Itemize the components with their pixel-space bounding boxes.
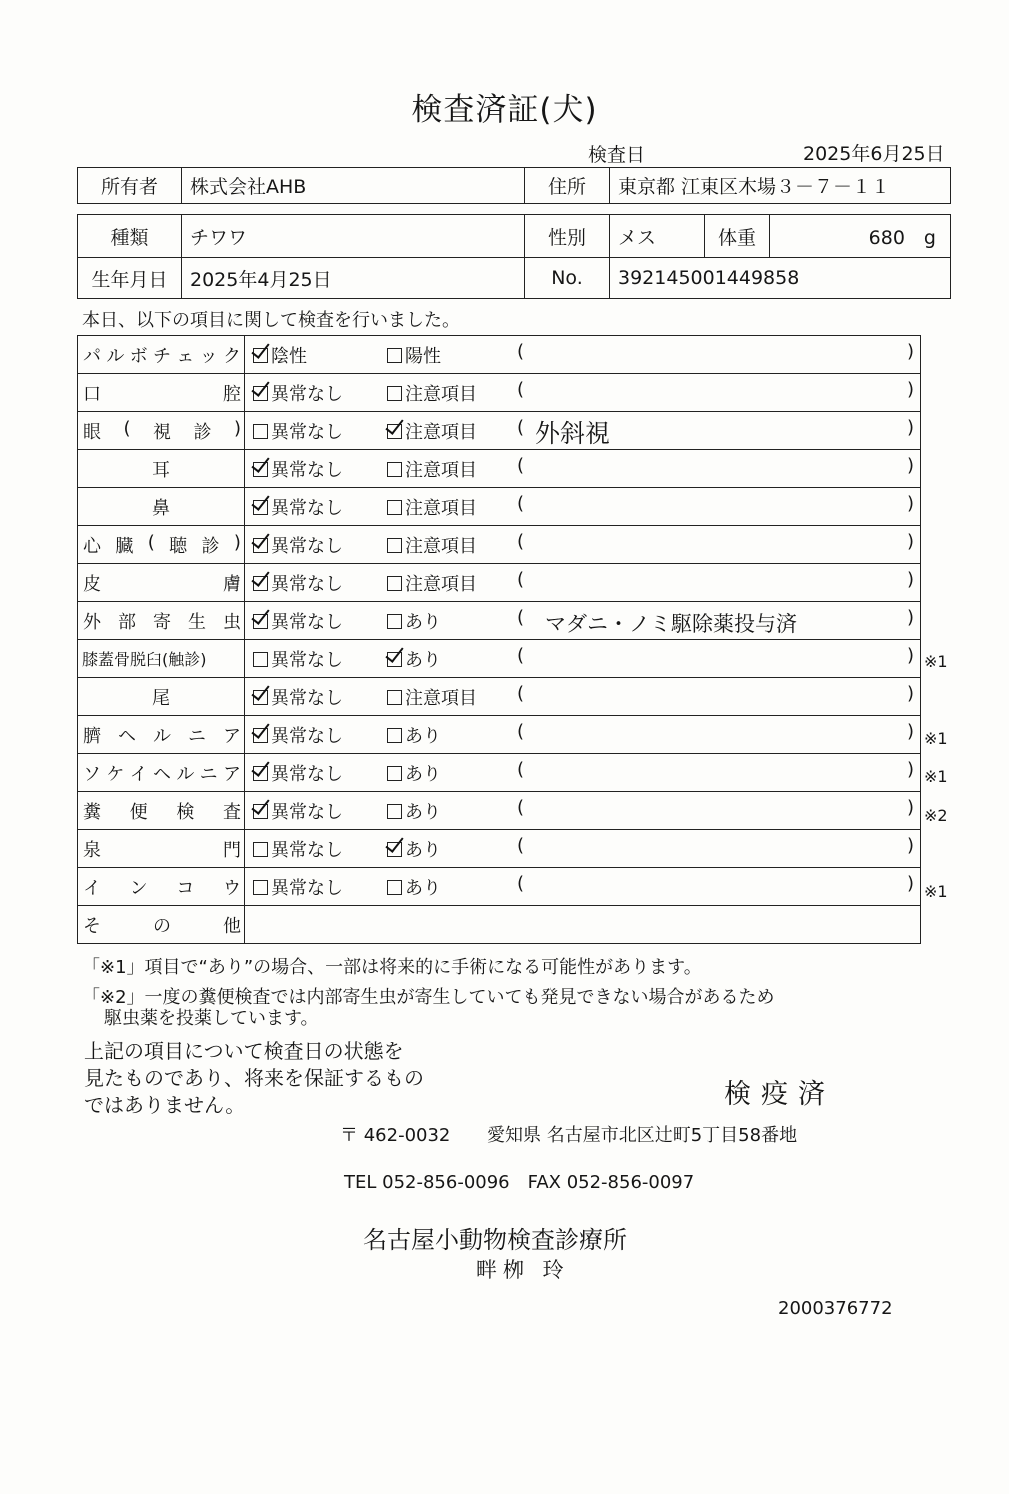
option-1-label: 異常なし — [271, 498, 343, 519]
footnote-mark: ※1 — [924, 729, 948, 748]
paren-close: ) — [906, 379, 914, 400]
option-2[interactable] — [387, 342, 441, 368]
check-row — [78, 602, 921, 640]
no-value: 392145001449858 — [610, 258, 951, 299]
option-2[interactable] — [387, 608, 441, 634]
footnote-mark: ※1 — [924, 652, 948, 672]
paren-close: ) — [906, 873, 914, 894]
remark-text: 外斜視 — [535, 419, 611, 448]
checkbox-icon[interactable] — [253, 348, 268, 363]
paren-close: ) — [906, 341, 914, 362]
remark-text: マダニ・ノミ駆除薬投与済 — [545, 612, 797, 636]
check-item-label — [78, 792, 245, 830]
option-2[interactable] — [387, 494, 477, 520]
check-item-text: 心 臓 ( 聴 診 ) — [83, 531, 241, 557]
option-1-label: 異常なし — [271, 726, 343, 747]
check-item-text: 口 腔 — [83, 383, 241, 405]
option-2[interactable] — [387, 874, 441, 900]
option-1[interactable] — [253, 380, 343, 406]
check-row — [78, 830, 921, 868]
option-1-label: 異常なし — [271, 802, 343, 823]
document-title: 検査済証(犬) — [411, 92, 598, 128]
check-result-cell — [245, 412, 921, 450]
check-item-text: パ ル ボ チ ェ ッ ク — [83, 345, 241, 367]
address-label: 住所 — [525, 168, 610, 204]
check-item-label — [78, 526, 245, 564]
paren-open: ( — [517, 797, 525, 818]
check-result-cell — [245, 830, 921, 868]
check-row — [78, 488, 921, 526]
checks-table — [77, 335, 921, 944]
check-row — [78, 716, 921, 754]
check-item-label — [78, 716, 245, 754]
checkbox-icon[interactable] — [253, 500, 268, 515]
option-2-label: あり — [405, 650, 441, 671]
check-result-cell — [245, 640, 921, 678]
check-result-cell — [245, 754, 921, 792]
checkbox-icon[interactable] — [253, 766, 268, 781]
paren-close: ) — [906, 683, 914, 704]
no-label: No. — [525, 258, 610, 299]
paren-close: ) — [906, 721, 914, 742]
check-item-label — [78, 830, 245, 868]
footnote-mark: ※1 — [924, 767, 948, 787]
option-2-label: あり — [405, 878, 441, 899]
serial-number: 2000376772 — [778, 1298, 893, 1319]
check-item-label — [78, 754, 245, 792]
check-item-label — [78, 450, 245, 488]
check-item-text: イ ン コ ウ — [83, 877, 241, 899]
checkbox-icon[interactable] — [387, 728, 402, 743]
option-1-label: 異常なし — [271, 840, 343, 861]
check-result-cell — [245, 336, 921, 374]
option-2-label: あり — [405, 802, 441, 823]
paren-open: ( — [517, 379, 525, 400]
check-row — [78, 526, 921, 564]
option-1-label: 異常なし — [271, 574, 343, 595]
option-1-label: 異常なし — [271, 460, 343, 481]
check-result-cell — [245, 602, 921, 640]
option-1[interactable] — [253, 494, 343, 520]
address-value: 東京都 江東区木場３－７－１１ — [610, 168, 951, 204]
option-2[interactable] — [387, 684, 477, 710]
exam-date-value: 2025年6月25日 — [803, 143, 945, 165]
checkbox-icon[interactable] — [253, 804, 268, 819]
check-result-cell — [245, 792, 921, 830]
check-item-label — [78, 868, 245, 906]
option-2[interactable] — [387, 418, 477, 444]
check-row — [78, 564, 921, 602]
sex-label: 性別 — [525, 215, 610, 258]
check-row — [78, 336, 921, 374]
check-row — [78, 754, 921, 792]
checkbox-icon[interactable] — [387, 766, 402, 781]
paren-close: ) — [906, 493, 914, 514]
check-row — [78, 678, 921, 716]
paren-open: ( — [517, 759, 525, 780]
option-2-label: 注意項目 — [405, 422, 477, 443]
option-2-label: 注意項目 — [405, 384, 477, 405]
checkbox-icon[interactable] — [253, 880, 268, 895]
other-label-cell — [78, 906, 245, 944]
exam-date-label: 検査日 — [588, 144, 646, 166]
option-2[interactable] — [387, 456, 477, 482]
check-result-cell — [245, 564, 921, 602]
option-2[interactable] — [387, 836, 441, 862]
paren-open: ( — [517, 645, 525, 666]
option-2-label: 注意項目 — [405, 498, 477, 519]
check-result-cell — [245, 716, 921, 754]
check-item-text: 眼 ( 視 診 ) — [83, 417, 241, 443]
check-row — [78, 868, 921, 906]
option-1[interactable] — [253, 342, 307, 368]
check-item-text: 鼻 — [152, 497, 170, 519]
note-3: 駆虫薬を投薬しています。 — [104, 1008, 319, 1029]
paren-close: ) — [906, 645, 914, 666]
checkbox-icon[interactable] — [253, 538, 268, 553]
check-item-text: 臍 ヘ ル ニ ア — [83, 725, 241, 747]
checkbox-icon[interactable] — [253, 652, 268, 667]
check-item-text: 皮 膚 — [83, 573, 241, 595]
option-1-label: 異常なし — [271, 422, 343, 443]
paren-open: ( — [517, 607, 525, 628]
check-result-cell — [245, 488, 921, 526]
paren-open: ( — [517, 531, 525, 552]
breed-label: 種類 — [78, 215, 182, 258]
owner-table — [77, 167, 951, 204]
check-item-text: 耳 — [152, 459, 170, 481]
option-1-label: 異常なし — [271, 384, 343, 405]
paren-open: ( — [517, 417, 525, 438]
clinic-phone: TEL 052-856-0096 FAX 052-856-0097 — [344, 1172, 695, 1193]
paren-close: ) — [906, 569, 914, 590]
paren-open: ( — [517, 873, 525, 894]
option-2-label: 注意項目 — [405, 536, 477, 557]
check-item-label — [78, 640, 245, 678]
check-item-label — [78, 412, 245, 450]
option-1-label: 陰性 — [271, 346, 307, 367]
option-2[interactable] — [387, 798, 441, 824]
check-result-cell — [245, 678, 921, 716]
check-item-text: 尾 — [152, 687, 170, 709]
breed-value: チワワ — [182, 215, 525, 258]
weight-label: 体重 — [705, 215, 770, 258]
option-1[interactable] — [253, 836, 343, 862]
checkbox-icon[interactable] — [253, 614, 268, 629]
option-2-label: あり — [405, 840, 441, 861]
check-item-text: ソ ケ イ ヘ ル ニ ア — [83, 763, 241, 785]
check-item-text: 泉 門 — [83, 839, 241, 861]
option-1[interactable] — [253, 418, 343, 444]
check-row — [78, 450, 921, 488]
birth-value: 2025年4月25日 — [182, 258, 525, 299]
option-1[interactable] — [253, 532, 343, 558]
checkbox-icon[interactable] — [253, 386, 268, 401]
option-2[interactable] — [387, 760, 441, 786]
owner-value: 株式会社AHB — [182, 168, 525, 204]
check-row — [78, 374, 921, 412]
owner-label: 所有者 — [78, 168, 182, 204]
check-item-label — [78, 336, 245, 374]
check-row — [78, 640, 921, 678]
checkbox-icon[interactable] — [387, 348, 402, 363]
disclaimer-line-3: ではありません。 — [84, 1093, 246, 1117]
paren-open: ( — [517, 721, 525, 742]
checkbox-icon[interactable] — [387, 652, 402, 667]
birth-label: 生年月日 — [78, 258, 182, 299]
note-1: 「※1」項目で“あり”の場合、一部は将来的に手術になる可能性があります。 — [82, 957, 702, 978]
check-result-cell — [245, 526, 921, 564]
check-item-label — [78, 374, 245, 412]
option-1[interactable] — [253, 722, 343, 748]
postal-code: 〒 462-0032 — [340, 1125, 451, 1146]
option-2-label: あり — [405, 764, 441, 785]
option-1-label: 異常なし — [271, 688, 343, 709]
paren-open: ( — [517, 341, 525, 362]
check-row — [78, 412, 921, 450]
option-1[interactable] — [253, 570, 343, 596]
note-2: 「※2」一度の糞便検査では内部寄生虫が寄生していても発見できない場合があるため — [82, 987, 775, 1008]
check-row — [78, 792, 921, 830]
disclaimer-line-1: 上記の項目について検査日の状態を — [84, 1039, 404, 1063]
checkbox-icon[interactable] — [253, 424, 268, 439]
clinic-name: 名古屋小動物検査診療所 — [363, 1226, 627, 1254]
option-1-label: 異常なし — [271, 878, 343, 899]
check-item-label — [78, 602, 245, 640]
paren-close: ) — [906, 531, 914, 552]
clinic-address: 愛知県 名古屋市北区辻町5丁目58番地 — [487, 1125, 798, 1146]
disclaimer-line-2: 見たものであり、将来を保証するもの — [84, 1066, 424, 1090]
checkbox-icon[interactable] — [387, 576, 402, 591]
check-item-text: 外 部 寄 生 虫 — [83, 611, 241, 633]
option-1[interactable] — [253, 646, 343, 672]
other-label: そ の 他 — [83, 915, 241, 937]
checkbox-icon[interactable] — [253, 576, 268, 591]
paren-close: ) — [906, 797, 914, 818]
option-1-label: 異常なし — [271, 536, 343, 557]
option-1-label: 異常なし — [271, 650, 343, 671]
checkbox-icon[interactable] — [387, 500, 402, 515]
paren-open: ( — [517, 493, 525, 514]
check-item-label — [78, 678, 245, 716]
check-item-label — [78, 488, 245, 526]
intro-text: 本日、以下の項目に関して検査を行いました。 — [82, 310, 460, 331]
check-item-text: 糞 便 検 査 — [83, 801, 241, 823]
other-value-cell — [245, 906, 921, 944]
option-2[interactable] — [387, 646, 441, 672]
paren-open: ( — [517, 683, 525, 704]
check-result-cell — [245, 374, 921, 412]
sex-value: メス — [610, 215, 705, 258]
checkbox-icon[interactable] — [253, 462, 268, 477]
option-2-label: あり — [405, 726, 441, 747]
option-2[interactable] — [387, 722, 441, 748]
check-result-cell — [245, 450, 921, 488]
check-item-label — [78, 564, 245, 602]
veterinarian-name: 畔栁 玲 — [476, 1258, 570, 1282]
checkbox-icon[interactable] — [387, 424, 402, 439]
footnote-mark: ※1 — [924, 882, 948, 902]
paren-open: ( — [517, 835, 525, 856]
option-1[interactable] — [253, 456, 343, 482]
paren-close: ) — [906, 835, 914, 856]
option-1-label: 異常なし — [271, 612, 343, 633]
paren-open: ( — [517, 455, 525, 476]
checkbox-icon[interactable] — [387, 880, 402, 895]
option-1[interactable] — [253, 874, 343, 900]
option-1[interactable] — [253, 684, 343, 710]
option-1[interactable] — [253, 798, 343, 824]
paren-close: ) — [906, 759, 914, 780]
inspection-stamp: 検疫済 — [724, 1079, 835, 1110]
checkbox-icon[interactable] — [253, 842, 268, 857]
paren-close: ) — [906, 417, 914, 438]
option-2-label: 陽性 — [405, 346, 441, 367]
animal-table — [77, 214, 951, 299]
option-1-label: 異常なし — [271, 764, 343, 785]
paren-close: ) — [906, 607, 914, 628]
checkbox-icon[interactable] — [387, 804, 402, 819]
weight-value: 680 g — [770, 215, 951, 258]
checkbox-icon[interactable] — [387, 538, 402, 553]
check-result-cell — [245, 868, 921, 906]
checkbox-icon[interactable] — [387, 614, 402, 629]
option-2[interactable] — [387, 532, 477, 558]
paren-open: ( — [517, 569, 525, 590]
paren-close: ) — [906, 455, 914, 476]
checkbox-icon[interactable] — [387, 386, 402, 401]
option-2-label: 注意項目 — [405, 688, 477, 709]
check-item-text: 膝蓋骨脱臼(触診) — [82, 650, 207, 669]
checkbox-icon[interactable] — [387, 462, 402, 477]
footnote-mark: ※2 — [924, 805, 948, 825]
checkbox-icon[interactable] — [253, 690, 268, 705]
option-2[interactable] — [387, 380, 477, 406]
option-2[interactable] — [387, 570, 477, 596]
checkbox-icon[interactable] — [387, 690, 402, 705]
option-2-label: 注意項目 — [405, 460, 477, 481]
option-2-label: あり — [405, 612, 441, 633]
option-1[interactable] — [253, 760, 343, 786]
checkbox-icon[interactable] — [387, 842, 402, 857]
option-2-label: 注意項目 — [405, 574, 477, 595]
option-1[interactable] — [253, 608, 343, 634]
checkbox-icon[interactable] — [253, 728, 268, 743]
